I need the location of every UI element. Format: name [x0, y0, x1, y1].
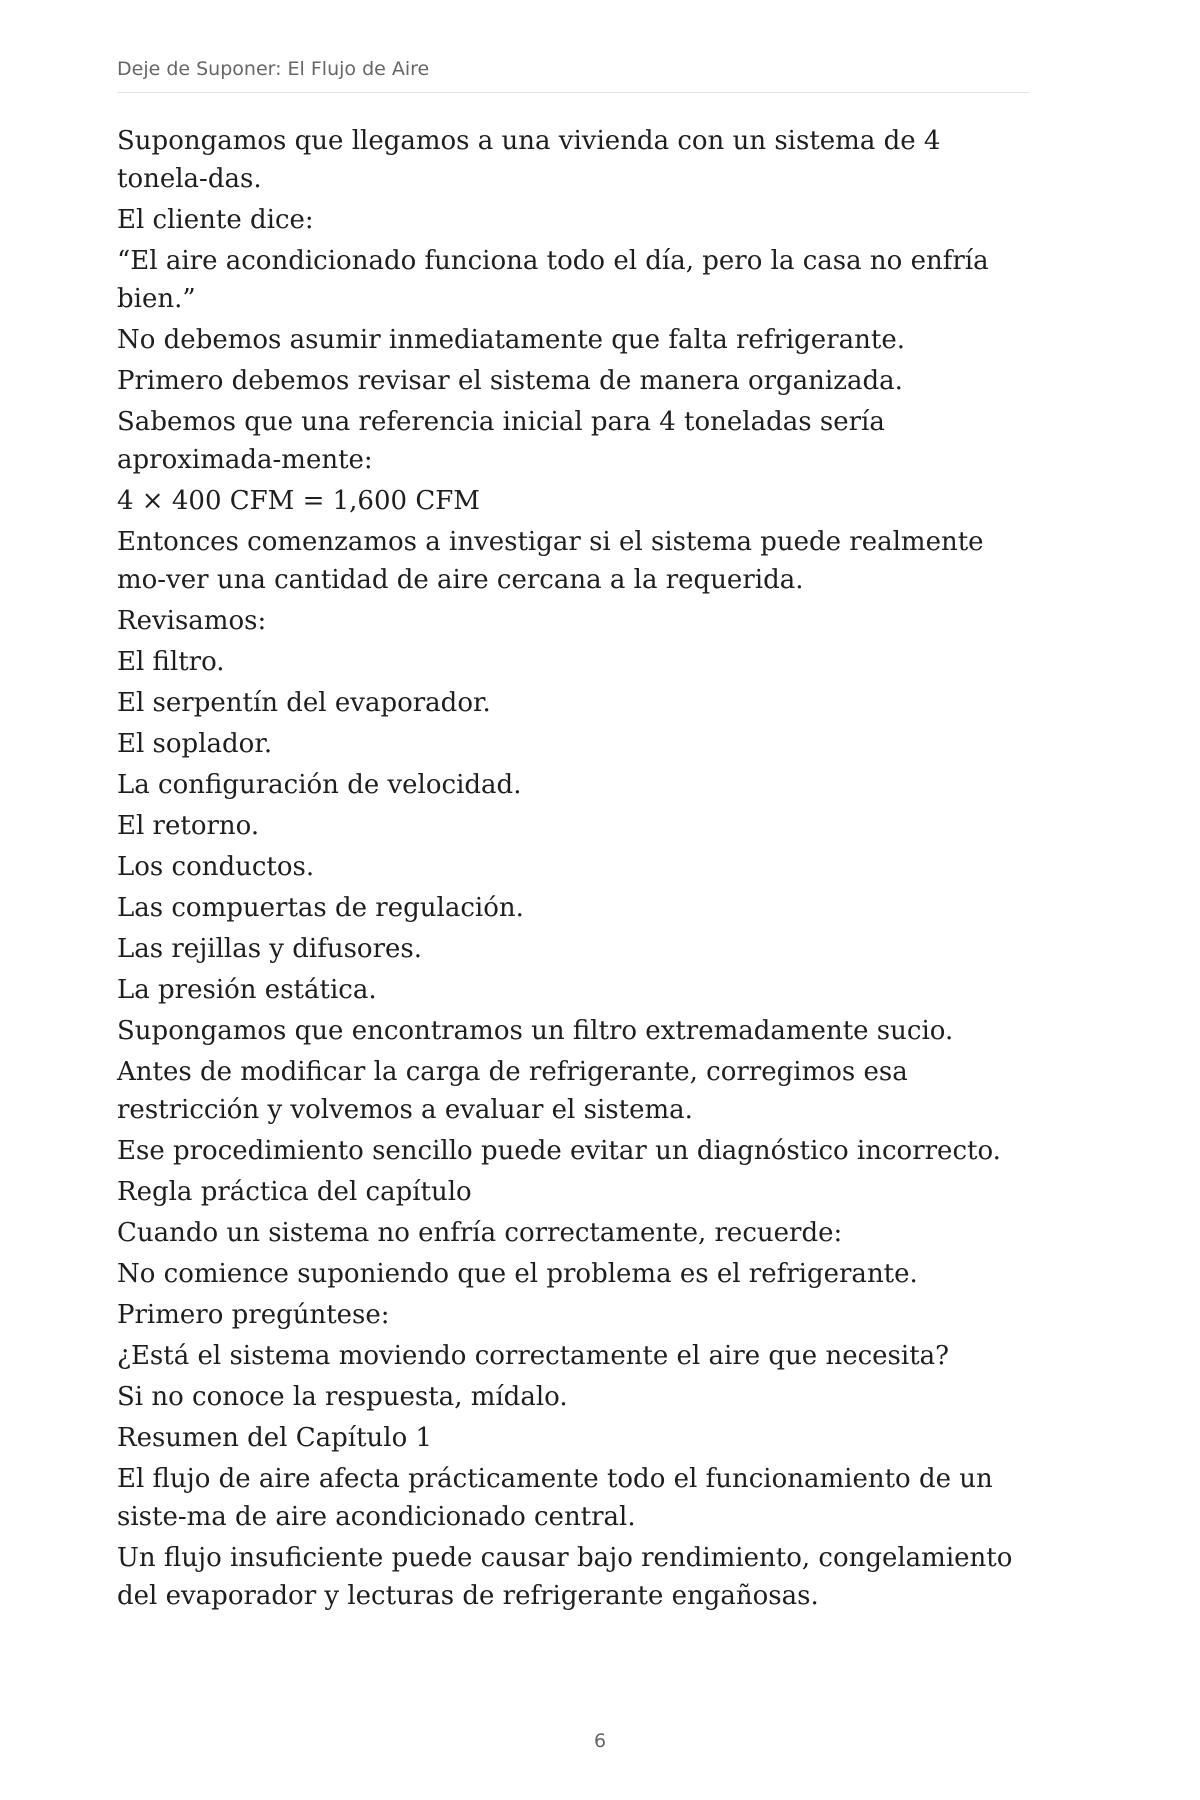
paragraph: Supongamos que encontramos un filtro extremadamente sucio.	[117, 1016, 954, 1046]
section-heading: Regla práctica del capítulo	[117, 1177, 472, 1207]
list-item: El retorno.	[117, 811, 260, 841]
paragraph: Si no conoce la respuesta, mídalo.	[117, 1382, 568, 1412]
list-item: El filtro.	[117, 647, 225, 677]
section-heading: Resumen del Capítulo 1	[117, 1423, 433, 1453]
paragraph: No comience suponiendo que el problema es el refrigerante.	[117, 1259, 918, 1289]
paragraph: Primero pregúntese:	[117, 1300, 390, 1330]
quote-paragraph: “El aire acondicionado funciona todo el día, pero la casa no enfría bien.”	[117, 246, 989, 314]
list-item: Los conductos.	[117, 852, 315, 882]
list-item: La configuración de velocidad.	[117, 770, 522, 800]
paragraph: El cliente dice:	[117, 205, 314, 235]
paragraph: Sabemos que una referencia inicial para 4 toneladas sería aproximada-mente:	[117, 407, 885, 475]
paragraph: No debemos asumir inmediatamente que falta refrigerante.	[117, 325, 905, 355]
paragraph: ¿Está el sistema moviendo correctamente el aire que necesita?	[117, 1341, 950, 1371]
list-item: El soplador.	[117, 729, 273, 759]
running-header: Deje de Suponer: El Flujo de Aire	[117, 58, 1029, 93]
body-text	[117, 122, 1029, 1618]
paragraph: El flujo de aire afecta prácticamente todo el funcionamiento de un siste-ma de aire acondicionado central.	[117, 1464, 993, 1532]
list-item: Las compuertas de regulación.	[117, 893, 524, 923]
paragraph: Supongamos que llegamos a una vivienda con un sistema de 4 tonela-das.	[117, 126, 941, 194]
paragraph: Ese procedimiento sencillo puede evitar un diagnóstico incorrecto.	[117, 1136, 1001, 1166]
paragraph: Un flujo insuficiente puede causar bajo rendimiento, congelamiento del evaporador y lecturas de refrigerante engañosas.	[117, 1543, 1013, 1611]
paragraph: Cuando un sistema no enfría correctamente, recuerde:	[117, 1218, 843, 1248]
page-number: 6	[593, 1730, 607, 1752]
formula-paragraph: 4 × 400 CFM = 1,600 CFM	[117, 486, 480, 516]
list-item: La presión estática.	[117, 975, 377, 1005]
paragraph: Primero debemos revisar el sistema de manera organizada.	[117, 366, 903, 396]
paragraph: Revisamos:	[117, 606, 267, 636]
list-item: Las rejillas y difusores.	[117, 934, 423, 964]
paragraph: Antes de modificar la carga de refrigerante, corregimos esa restricción y volvemos a evaluar el sistema.	[117, 1057, 908, 1125]
list-item: El serpentín del evaporador.	[117, 688, 491, 718]
paragraph: Entonces comenzamos a investigar si el sistema puede realmente mo-ver una cantidad de aire cercana a la requerida.	[117, 527, 984, 595]
